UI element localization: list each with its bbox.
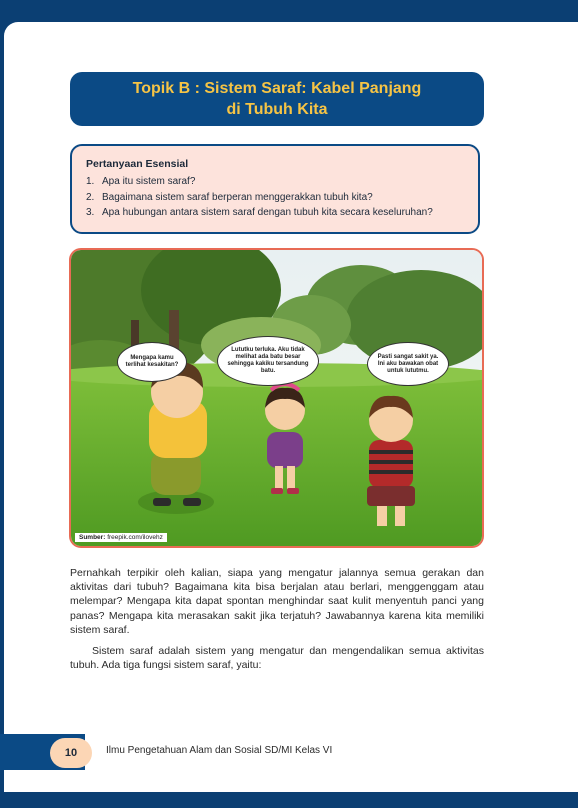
question-number: 1.: [86, 176, 95, 187]
question-item: [86, 207, 464, 218]
paragraph-2: Sistem saraf adalah sistem yang mengatur dan mengendalikan semua aktivitas tubuh. Ada tiga fungsi sistem saraf, yaitu:: [70, 645, 484, 672]
question-item: [86, 192, 464, 203]
question-number: 3.: [86, 207, 95, 218]
park-scene-illustration: [71, 250, 482, 546]
source-value: freepik.com/ilovehz: [107, 534, 163, 541]
topic-title-line1: Topik B : Sistem Saraf: Kabel Panjang: [132, 80, 422, 97]
speech-bubble-right: Pasti sangat sakit ya. Ini aku bawakan obat untuk lututmu.: [367, 342, 449, 386]
question-text: Apa hubungan antara sistem saraf dengan tubuh kita secara keseluruhan?: [102, 207, 433, 218]
speech-bubble-left: Mengapa kamu terlihat kesakitan?: [117, 342, 187, 382]
essential-questions-list: [86, 176, 464, 218]
illustration-panel: [69, 248, 484, 548]
body-text: [70, 566, 484, 679]
top-strip: [0, 0, 578, 22]
question-text: Apa itu sistem saraf?: [102, 176, 196, 187]
topic-banner: [70, 72, 484, 126]
essential-questions-box: [70, 144, 480, 234]
question-text: Bagaimana sistem saraf berperan menggerakkan tubuh kita?: [102, 191, 373, 203]
question-item: [86, 176, 464, 187]
source-label: Sumber:: [79, 534, 106, 541]
page-number-badge: 10: [50, 738, 92, 768]
image-source-credit: [75, 533, 167, 542]
footer-book-title: Ilmu Pengetahuan Alam dan Sosial SD/MI Kelas VI: [106, 745, 333, 756]
speech-bubble-middle: Lututku terluka. Aku tidak melihat ada batu besar sehingga kakiku tersandung batu.: [217, 336, 319, 386]
paragraph-1: Pernahkah terpikir oleh kalian, siapa yang mengatur jalannya semua gerakan dan aktivitas dari tubuh? Bagaimana kita bisa berjalan atau berlari, menggenggam atau melempar? Mengapa kita dapat spontan menghindar saat kulit menyentuh panci yang panas? Mengapa kita merasakan sakit jika terjatuh? Jawabannya karena kita memiliki sistem saraf.: [70, 567, 484, 636]
question-number: 2.: [86, 191, 95, 203]
topic-title-line2: di Tubuh Kita: [226, 101, 328, 118]
bottom-strip: [0, 792, 578, 808]
essential-questions-title: Pertanyaan Esensial: [86, 158, 189, 170]
